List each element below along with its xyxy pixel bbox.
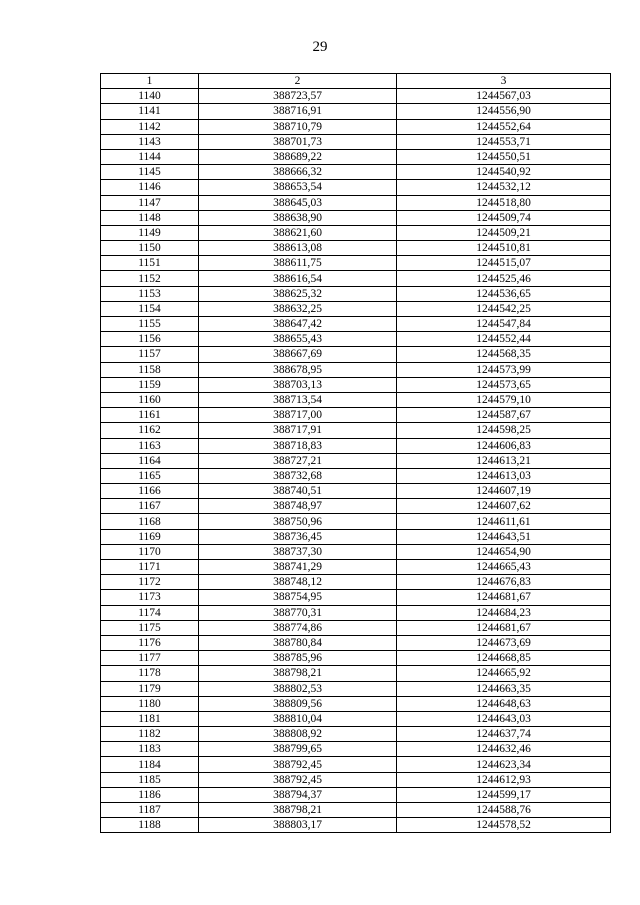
x-coordinate-cell: 388748,12: [199, 575, 397, 590]
table-body: [101, 74, 611, 833]
table-row: [101, 195, 611, 210]
point-number-cell: 1182: [101, 727, 199, 742]
table-row: [101, 377, 611, 392]
x-coordinate-cell: 388750,96: [199, 514, 397, 529]
x-coordinate-cell: 388710,79: [199, 119, 397, 134]
x-coordinate-cell: 388741,29: [199, 560, 397, 575]
table-row: [101, 560, 611, 575]
y-coordinate-cell: 1244648,63: [397, 696, 611, 711]
table-row: [101, 529, 611, 544]
point-number-cell: 1164: [101, 453, 199, 468]
x-coordinate-cell: 388803,17: [199, 818, 397, 833]
point-number-cell: 1173: [101, 590, 199, 605]
table-row: [101, 180, 611, 195]
table-row: [101, 742, 611, 757]
point-number-cell: 1172: [101, 575, 199, 590]
x-coordinate-cell: 388754,95: [199, 590, 397, 605]
point-number-cell: 1185: [101, 772, 199, 787]
x-coordinate-cell: 388716,91: [199, 104, 397, 119]
y-coordinate-cell: 1244613,03: [397, 468, 611, 483]
x-coordinate-cell: 388802,53: [199, 681, 397, 696]
table-row: [101, 317, 611, 332]
point-number-cell: 1165: [101, 468, 199, 483]
table-row: [101, 681, 611, 696]
table-row: [101, 271, 611, 286]
table-row: [101, 468, 611, 483]
table-row: [101, 301, 611, 316]
table-row: [101, 165, 611, 180]
table-row: [101, 134, 611, 149]
x-coordinate-cell: 388647,42: [199, 317, 397, 332]
table-row: [101, 286, 611, 301]
point-number-cell: 1141: [101, 104, 199, 119]
table-row: [101, 484, 611, 499]
y-coordinate-cell: 1244509,74: [397, 210, 611, 225]
x-coordinate-cell: 388799,65: [199, 742, 397, 757]
x-coordinate-cell: 388809,56: [199, 696, 397, 711]
y-coordinate-cell: 1244607,19: [397, 484, 611, 499]
point-number-cell: 1154: [101, 301, 199, 316]
table-row: [101, 803, 611, 818]
point-number-cell: 1159: [101, 377, 199, 392]
x-coordinate-cell: 388611,75: [199, 256, 397, 271]
x-coordinate-cell: 388645,03: [199, 195, 397, 210]
point-number-cell: 1168: [101, 514, 199, 529]
table-row: [101, 772, 611, 787]
point-number-cell: 1145: [101, 165, 199, 180]
point-number-cell: 1156: [101, 332, 199, 347]
y-coordinate-cell: 1244643,03: [397, 711, 611, 726]
point-number-cell: 1153: [101, 286, 199, 301]
point-number-cell: 1157: [101, 347, 199, 362]
point-number-cell: 1151: [101, 256, 199, 271]
y-coordinate-cell: 1244542,25: [397, 301, 611, 316]
y-coordinate-cell: 1244654,90: [397, 544, 611, 559]
x-coordinate-cell: 388792,45: [199, 757, 397, 772]
y-coordinate-cell: 1244547,84: [397, 317, 611, 332]
table-header-row: [101, 74, 611, 89]
y-coordinate-cell: 1244573,65: [397, 377, 611, 392]
point-number-cell: 1176: [101, 635, 199, 650]
point-number-cell: 1169: [101, 529, 199, 544]
y-coordinate-cell: 1244606,83: [397, 438, 611, 453]
y-coordinate-cell: 1244540,92: [397, 165, 611, 180]
y-coordinate-cell: 1244611,61: [397, 514, 611, 529]
table-row: [101, 666, 611, 681]
point-number-cell: 1180: [101, 696, 199, 711]
point-number-cell: 1149: [101, 225, 199, 240]
y-coordinate-cell: 1244598,25: [397, 423, 611, 438]
table-row: [101, 332, 611, 347]
point-number-cell: 1183: [101, 742, 199, 757]
point-number-cell: 1166: [101, 484, 199, 499]
point-number-cell: 1181: [101, 711, 199, 726]
point-number-cell: 1147: [101, 195, 199, 210]
x-coordinate-cell: 388616,54: [199, 271, 397, 286]
table-row: [101, 149, 611, 164]
y-coordinate-cell: 1244623,34: [397, 757, 611, 772]
x-coordinate-cell: 388703,13: [199, 377, 397, 392]
table-row: [101, 392, 611, 407]
y-coordinate-cell: 1244637,74: [397, 727, 611, 742]
y-coordinate-cell: 1244663,35: [397, 681, 611, 696]
point-number-cell: 1177: [101, 651, 199, 666]
y-coordinate-cell: 1244599,17: [397, 787, 611, 802]
x-coordinate-cell: 388666,32: [199, 165, 397, 180]
table-row: [101, 818, 611, 833]
table-row: [101, 711, 611, 726]
x-coordinate-cell: 388785,96: [199, 651, 397, 666]
table-row: [101, 544, 611, 559]
coordinates-table: [100, 73, 611, 833]
point-number-cell: 1188: [101, 818, 199, 833]
table-row: [101, 347, 611, 362]
point-number-cell: 1161: [101, 408, 199, 423]
x-coordinate-cell: 388774,86: [199, 620, 397, 635]
point-number-cell: 1148: [101, 210, 199, 225]
x-coordinate-cell: 388718,83: [199, 438, 397, 453]
point-number-cell: 1167: [101, 499, 199, 514]
x-coordinate-cell: 388780,84: [199, 635, 397, 650]
x-coordinate-cell: 388737,30: [199, 544, 397, 559]
x-coordinate-cell: 388713,54: [199, 392, 397, 407]
y-coordinate-cell: 1244673,69: [397, 635, 611, 650]
y-coordinate-cell: 1244556,90: [397, 104, 611, 119]
y-coordinate-cell: 1244518,80: [397, 195, 611, 210]
y-coordinate-cell: 1244681,67: [397, 620, 611, 635]
point-number-cell: 1158: [101, 362, 199, 377]
table-row: [101, 210, 611, 225]
x-coordinate-cell: 388770,31: [199, 605, 397, 620]
y-coordinate-cell: 1244613,21: [397, 453, 611, 468]
table-row: [101, 104, 611, 119]
y-coordinate-cell: 1244573,99: [397, 362, 611, 377]
point-number-cell: 1142: [101, 119, 199, 134]
table-row: [101, 575, 611, 590]
y-coordinate-cell: 1244684,23: [397, 605, 611, 620]
x-coordinate-cell: 388621,60: [199, 225, 397, 240]
y-coordinate-cell: 1244676,83: [397, 575, 611, 590]
x-coordinate-cell: 388667,69: [199, 347, 397, 362]
y-coordinate-cell: 1244665,43: [397, 560, 611, 575]
page-number: 29: [312, 39, 328, 55]
x-coordinate-cell: 388653,54: [199, 180, 397, 195]
x-coordinate-cell: 388678,95: [199, 362, 397, 377]
table-row: [101, 423, 611, 438]
table-row: [101, 787, 611, 802]
y-coordinate-cell: 1244515,07: [397, 256, 611, 271]
y-coordinate-cell: 1244665,92: [397, 666, 611, 681]
y-coordinate-cell: 1244668,85: [397, 651, 611, 666]
table-row: [101, 408, 611, 423]
table-row: [101, 727, 611, 742]
column-header-2: 2: [199, 74, 397, 89]
y-coordinate-cell: 1244588,76: [397, 803, 611, 818]
y-coordinate-cell: 1244525,46: [397, 271, 611, 286]
table-row: [101, 362, 611, 377]
table-row: [101, 241, 611, 256]
point-number-cell: 1150: [101, 241, 199, 256]
table-row: [101, 620, 611, 635]
x-coordinate-cell: 388740,51: [199, 484, 397, 499]
y-coordinate-cell: 1244532,12: [397, 180, 611, 195]
x-coordinate-cell: 388613,08: [199, 241, 397, 256]
x-coordinate-cell: 388794,37: [199, 787, 397, 802]
column-header-3: 3: [397, 74, 611, 89]
point-number-cell: 1152: [101, 271, 199, 286]
table-row: [101, 256, 611, 271]
point-number-cell: 1179: [101, 681, 199, 696]
x-coordinate-cell: 388798,21: [199, 803, 397, 818]
point-number-cell: 1170: [101, 544, 199, 559]
x-coordinate-cell: 388808,92: [199, 727, 397, 742]
point-number-cell: 1184: [101, 757, 199, 772]
x-coordinate-cell: 388748,97: [199, 499, 397, 514]
y-coordinate-cell: 1244510,81: [397, 241, 611, 256]
table-row: [101, 119, 611, 134]
x-coordinate-cell: 388727,21: [199, 453, 397, 468]
table-row: [101, 438, 611, 453]
y-coordinate-cell: 1244579,10: [397, 392, 611, 407]
x-coordinate-cell: 388723,57: [199, 89, 397, 104]
y-coordinate-cell: 1244587,67: [397, 408, 611, 423]
x-coordinate-cell: 388632,25: [199, 301, 397, 316]
y-coordinate-cell: 1244607,62: [397, 499, 611, 514]
y-coordinate-cell: 1244509,21: [397, 225, 611, 240]
point-number-cell: 1163: [101, 438, 199, 453]
table-row: [101, 514, 611, 529]
y-coordinate-cell: 1244643,51: [397, 529, 611, 544]
point-number-cell: 1162: [101, 423, 199, 438]
table-row: [101, 225, 611, 240]
y-coordinate-cell: 1244632,46: [397, 742, 611, 757]
point-number-cell: 1178: [101, 666, 199, 681]
point-number-cell: 1160: [101, 392, 199, 407]
point-number-cell: 1155: [101, 317, 199, 332]
table-row: [101, 651, 611, 666]
x-coordinate-cell: 388638,90: [199, 210, 397, 225]
point-number-cell: 1187: [101, 803, 199, 818]
point-number-cell: 1144: [101, 149, 199, 164]
x-coordinate-cell: 388732,68: [199, 468, 397, 483]
y-coordinate-cell: 1244552,44: [397, 332, 611, 347]
y-coordinate-cell: 1244612,93: [397, 772, 611, 787]
point-number-cell: 1140: [101, 89, 199, 104]
y-coordinate-cell: 1244550,51: [397, 149, 611, 164]
table-row: [101, 89, 611, 104]
point-number-cell: 1146: [101, 180, 199, 195]
x-coordinate-cell: 388736,45: [199, 529, 397, 544]
point-number-cell: 1186: [101, 787, 199, 802]
table-row: [101, 590, 611, 605]
x-coordinate-cell: 388810,04: [199, 711, 397, 726]
table-row: [101, 605, 611, 620]
y-coordinate-cell: 1244681,67: [397, 590, 611, 605]
y-coordinate-cell: 1244568,35: [397, 347, 611, 362]
y-coordinate-cell: 1244536,65: [397, 286, 611, 301]
table-row: [101, 635, 611, 650]
point-number-cell: 1175: [101, 620, 199, 635]
column-header-1: 1: [101, 74, 199, 89]
x-coordinate-cell: 388798,21: [199, 666, 397, 681]
x-coordinate-cell: 388701,73: [199, 134, 397, 149]
x-coordinate-cell: 388625,32: [199, 286, 397, 301]
y-coordinate-cell: 1244553,71: [397, 134, 611, 149]
x-coordinate-cell: 388717,91: [199, 423, 397, 438]
table-row: [101, 499, 611, 514]
x-coordinate-cell: 388717,00: [199, 408, 397, 423]
point-number-cell: 1171: [101, 560, 199, 575]
point-number-cell: 1174: [101, 605, 199, 620]
table-row: [101, 453, 611, 468]
x-coordinate-cell: 388792,45: [199, 772, 397, 787]
point-number-cell: 1143: [101, 134, 199, 149]
x-coordinate-cell: 388655,43: [199, 332, 397, 347]
y-coordinate-cell: 1244552,64: [397, 119, 611, 134]
table-row: [101, 696, 611, 711]
x-coordinate-cell: 388689,22: [199, 149, 397, 164]
table-row: [101, 757, 611, 772]
y-coordinate-cell: 1244567,03: [397, 89, 611, 104]
y-coordinate-cell: 1244578,52: [397, 818, 611, 833]
